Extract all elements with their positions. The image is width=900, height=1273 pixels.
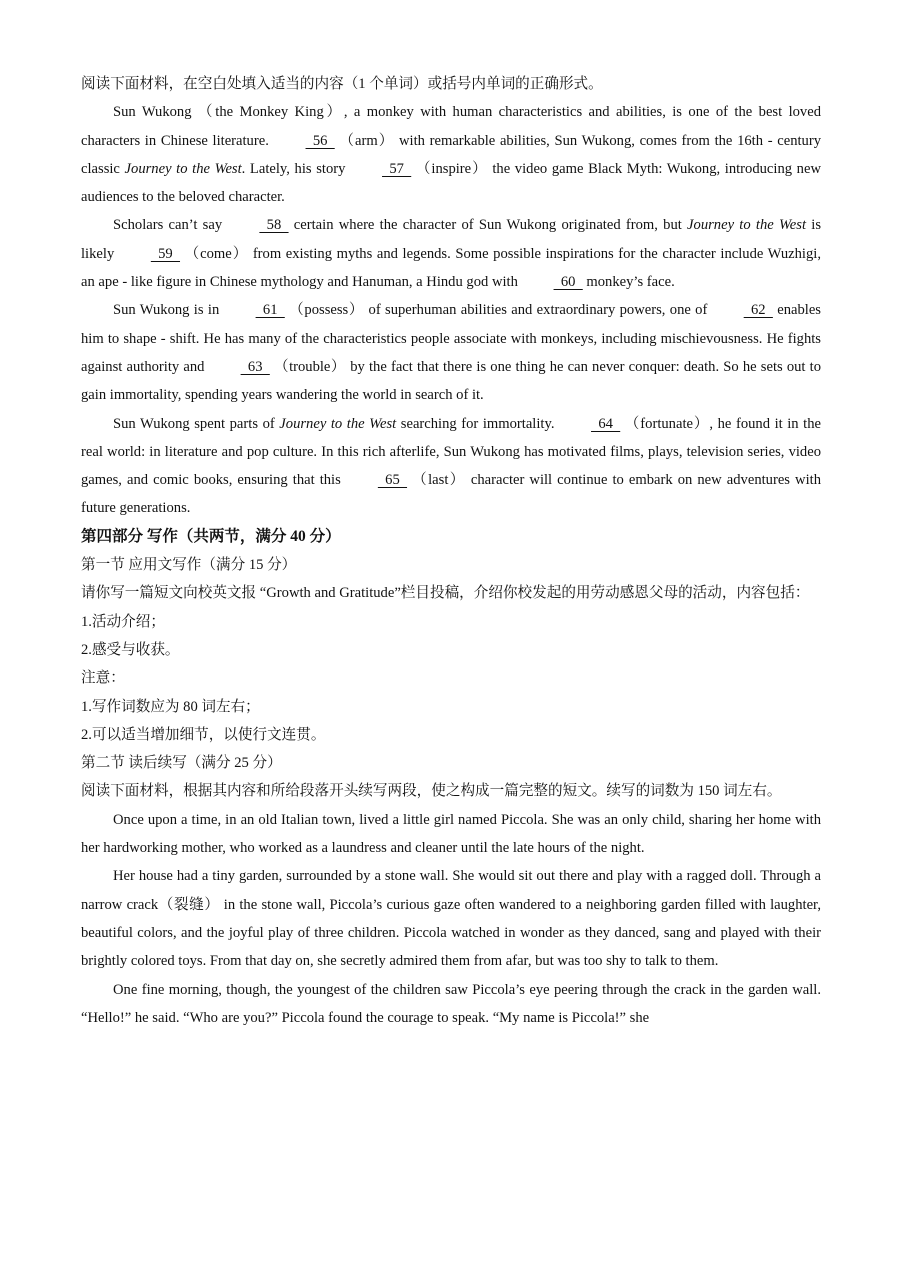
text-run: （fortunate）, he found it in the real world: in literature and pop culture. In this rich afterlife, Sun Wukong has motivated films, plays, television series, video games, and comic books, ensuring that this bbox=[81, 415, 822, 489]
text-run: enables him to shape - shift. He has many of the characteristics people associate with monkeys, including mischievousness. He fights against authority and bbox=[81, 302, 821, 375]
text-run: Sun Wukong spent parts of bbox=[113, 415, 280, 432]
note-item: 1.写作词数应为 80 词左右； bbox=[81, 698, 260, 715]
book-title: Journey to the West bbox=[124, 160, 242, 177]
answer-blank: 59 bbox=[150, 245, 181, 262]
text-run: （trouble） by the fact that there is one thing he can never conquer: death. So he sets out to gain immortality, spending years wandering the world in search of it. bbox=[81, 358, 822, 404]
text-run: （inspire） the video game Black Myth: Wukong, introducing new audiences to the beloved character. bbox=[81, 160, 821, 206]
cloze-instruction: 阅读下面材料，在空白处填入适当的内容（1 个单词）或括号内单词的正确形式。 bbox=[81, 76, 603, 92]
text-run: Sun Wukong is in bbox=[113, 302, 224, 319]
cloze-paragraph bbox=[81, 98, 821, 211]
story-paragraph: Her house had a tiny garden, surrounded by a stone wall. She would sit out there and play with a ragged doll. Through a narrow crack（裂缝） in the stone wall, Piccola’s curious gaze often wandered to a neighboring garden filled with laughter, beautiful colors, and the joyful play of three children. Piccola watched in wonder as they danced, sang and played with their brightly colored toys. From that day on, she secretly admired them from afar, but was too shy to talk to them. bbox=[81, 868, 821, 970]
answer-blank: 56 bbox=[305, 132, 335, 149]
requirement-item: 1.活动介绍； bbox=[81, 613, 165, 630]
text-run: （come） from existing myths and legends. Some possible inspirations for the character include Wuzhigi, an ape - like figure in Chinese mythology and Hanuman, a Hindu god with bbox=[81, 245, 821, 291]
text-run: certain where the character of Sun Wukong originated from, but bbox=[288, 217, 688, 234]
subsection-title-practical: 第一节 应用文写作（满分 15 分） bbox=[81, 557, 297, 574]
text-run: Scholars can’t say bbox=[113, 217, 228, 234]
story-paragraph: Once upon a time, in an old Italian town, lived a little girl named Piccola. She was an only child, sharing her home with her hardworking mother, who worked as a laundress and cleaner until the late hours of the night. bbox=[81, 811, 821, 857]
section-title-writing: 第四部分 写作（共两节，满分 40 分） bbox=[81, 527, 341, 545]
text-run: Sun Wukong （the Monkey King）, a monkey with human characteristics and abilities, is one of the best loved characters in Chinese literature. bbox=[81, 104, 821, 149]
answer-blank: 63 bbox=[240, 358, 270, 375]
text-run: （arm） with remarkable abilities, Sun Wukong, comes from the 16th - century classic bbox=[81, 132, 821, 177]
text-run: is likely bbox=[81, 217, 821, 262]
subsection-title-continuation: 第二节 读后续写（满分 25 分） bbox=[81, 755, 282, 772]
note-item: 2.可以适当增加细节，以使行文连贯。 bbox=[81, 726, 326, 743]
cloze-paragraph bbox=[81, 410, 821, 523]
text-run: （possess） of superhuman abilities and extraordinary powers, one of bbox=[284, 302, 712, 319]
text-run: searching for immortality. bbox=[396, 415, 560, 432]
answer-blank: 57 bbox=[382, 160, 412, 177]
cloze-paragraph bbox=[81, 296, 821, 409]
continuation-prompt: 阅读下面材料，根据其内容和所给段落开头续写两段，使之构成一篇完整的短文。续写的词数为 150 词左右。 bbox=[81, 783, 782, 800]
answer-blank: 65 bbox=[377, 472, 408, 489]
text-run: . Lately, his story bbox=[241, 160, 351, 177]
document-page bbox=[81, 70, 821, 1032]
note-label: 注意： bbox=[81, 670, 125, 687]
practical-writing-prompt: 请你写一篇短文向校英文报 “Growth and Gratitude”栏目投稿，介绍你校发起的用劳动感恩父母的活动，内容包括： bbox=[81, 585, 810, 602]
cloze-paragraph bbox=[81, 211, 821, 296]
answer-blank: 61 bbox=[255, 302, 285, 319]
text-run: monkey’s face. bbox=[582, 274, 675, 291]
book-title: Journey to the West bbox=[279, 415, 397, 432]
answer-blank: 60 bbox=[553, 274, 583, 291]
answer-blank: 62 bbox=[743, 302, 773, 319]
text-run: （last） character will continue to embark on new adventures with future generations. bbox=[81, 472, 821, 517]
answer-blank: 64 bbox=[591, 415, 621, 432]
book-title: Journey to the West bbox=[687, 217, 807, 234]
story-paragraph: One fine morning, though, the youngest of the children saw Piccola’s eye peering through the crack in the garden wall. “Hello!” he said. “Who are you?” Piccola found the courage to speak. “My name is Piccola!” she bbox=[81, 981, 821, 1026]
requirement-item: 2.感受与收获。 bbox=[81, 641, 180, 658]
answer-blank: 58 bbox=[259, 217, 289, 234]
